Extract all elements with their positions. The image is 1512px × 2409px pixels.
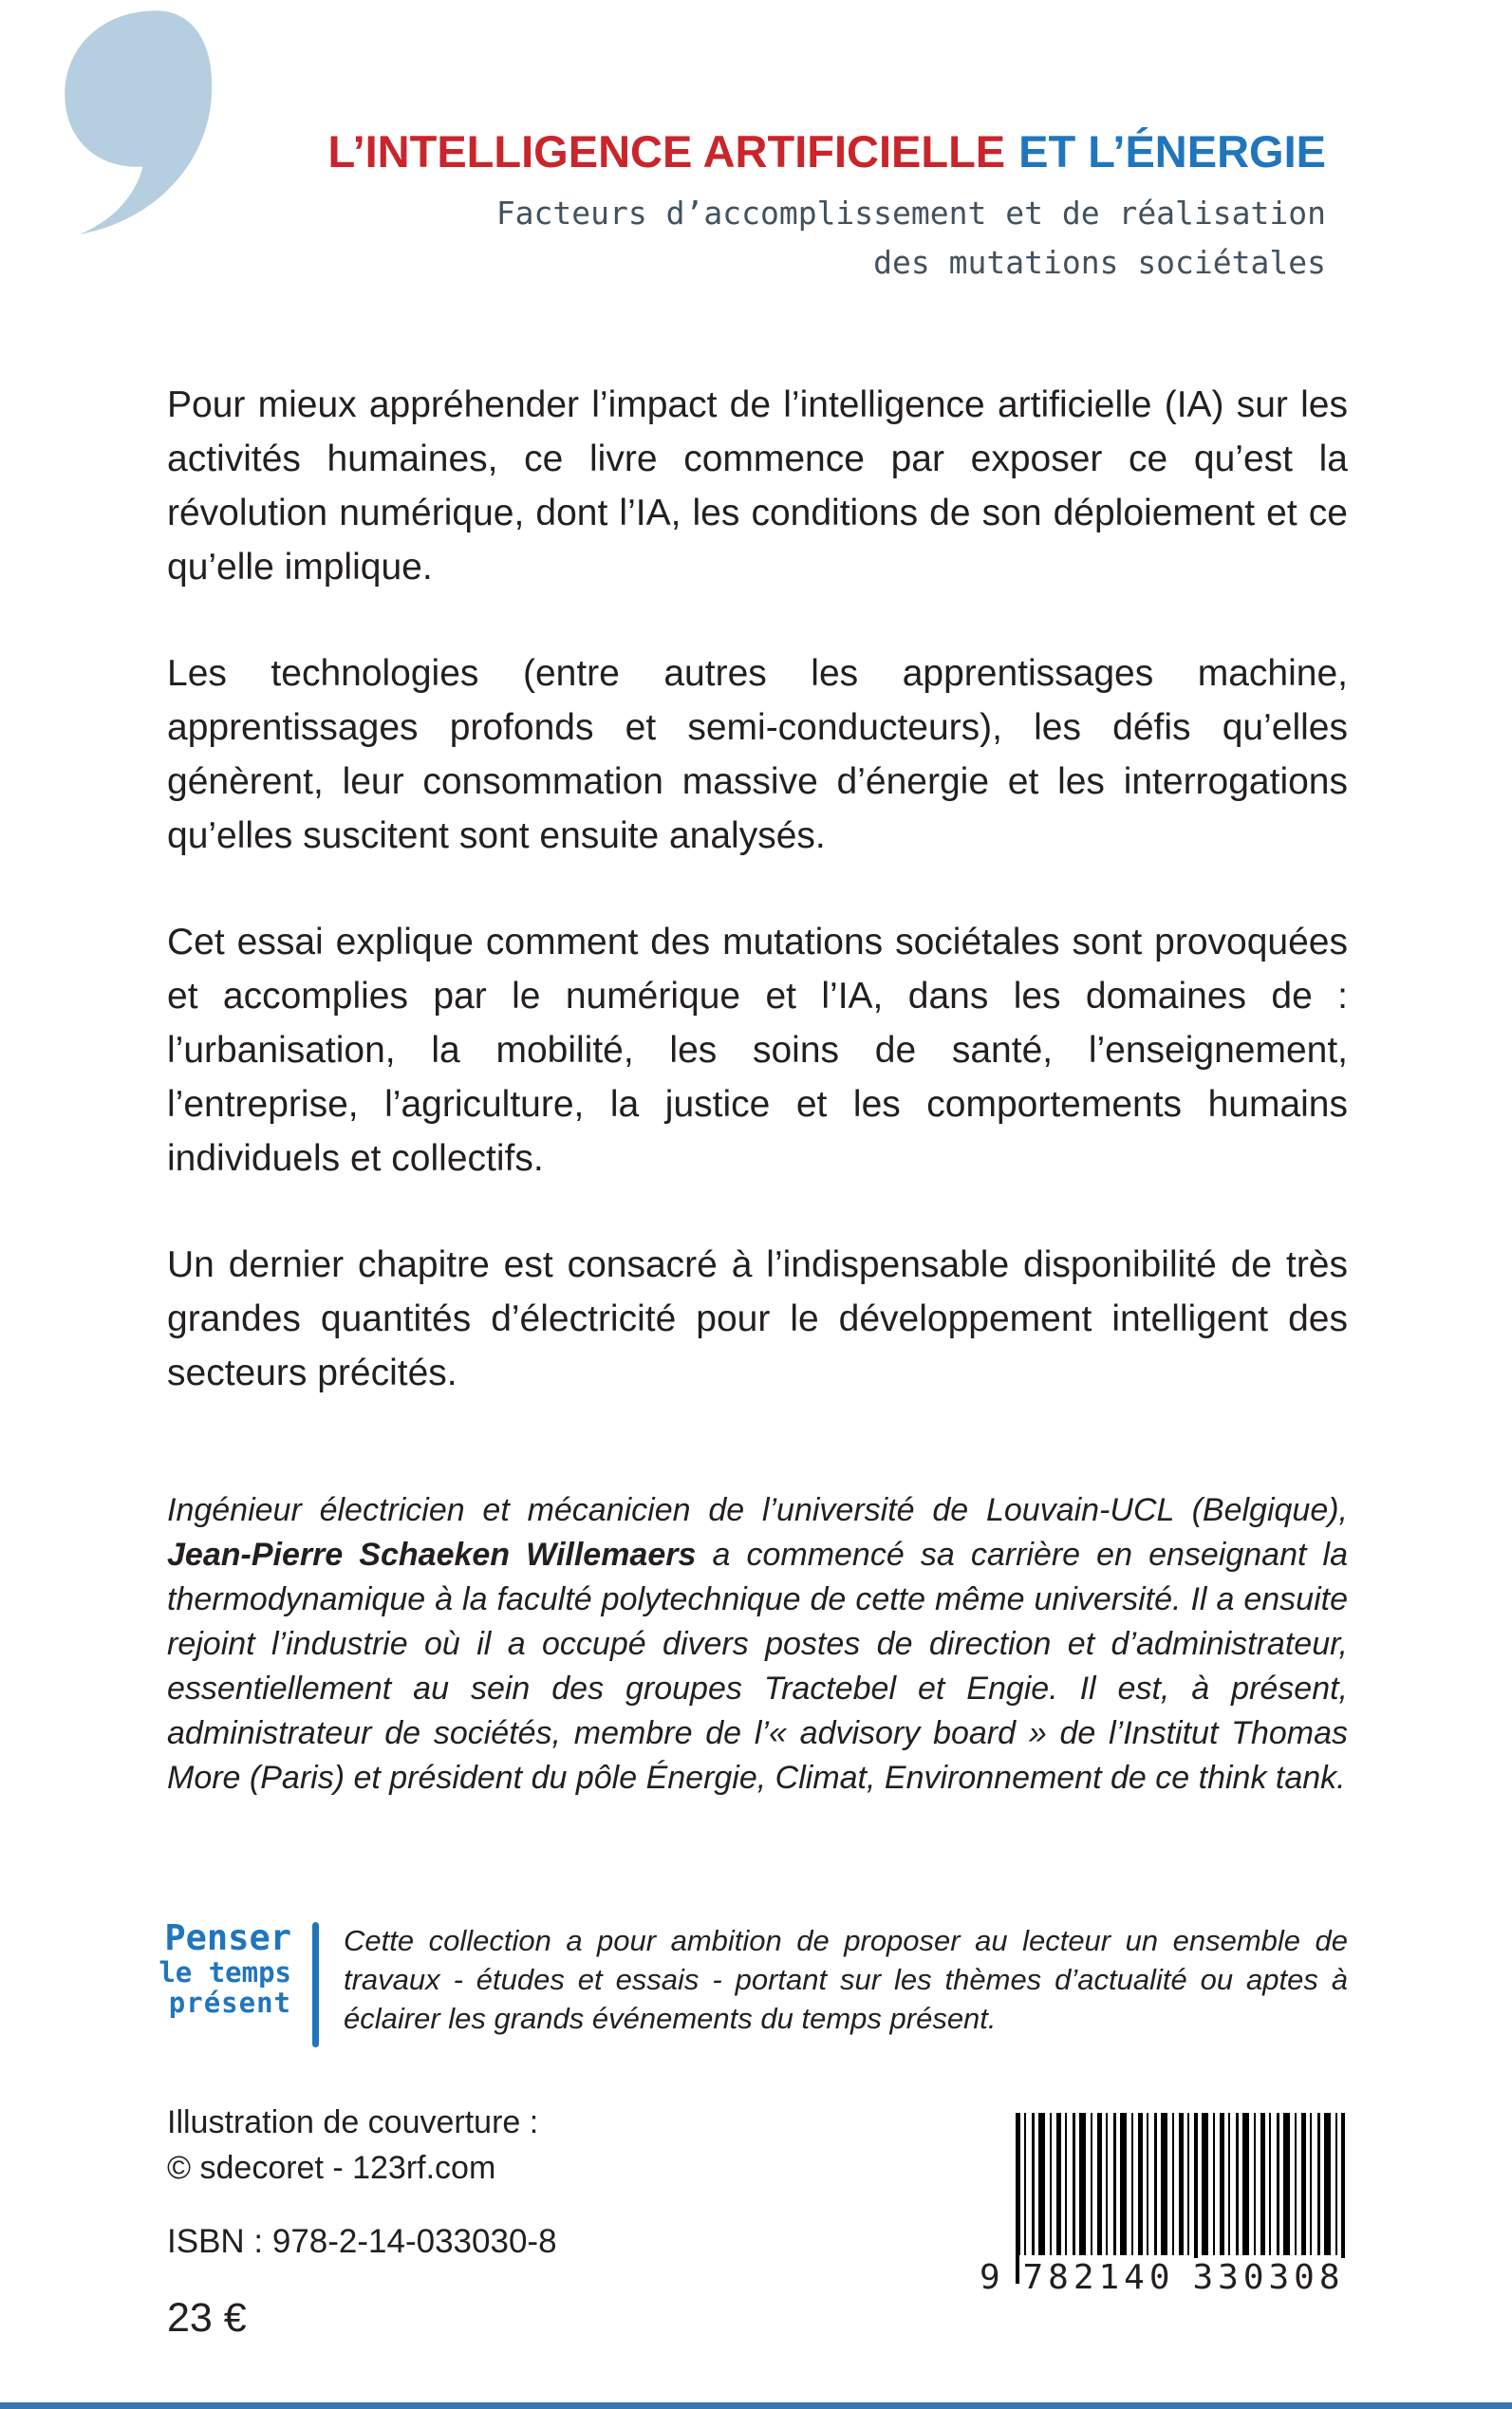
barcode-digit-first: 9 bbox=[980, 2258, 1014, 2297]
ean-barcode bbox=[980, 2113, 1353, 2297]
bottom-edge-rule bbox=[0, 2402, 1512, 2409]
barcode-digits bbox=[980, 2259, 1353, 2297]
title-block bbox=[167, 127, 1326, 288]
book-subtitle-line1: Facteurs d’accomplissement et de réalisation bbox=[495, 194, 1326, 232]
collection-logo-line1: Penser bbox=[164, 1917, 291, 1958]
synopsis-paragraph: Un dernier chapitre est consacré à l’indispensable disponibilité de très grandes quantités d’électricité pour le développement intelligent des secteurs précités. bbox=[167, 1244, 1348, 1393]
synopsis-paragraph: Cet essai explique comment des mutations sociétales sont provoquées et accomplies par le numérique et l’IA, dans les domaines de : l’urbanisation, la mobilité, les soins de santé, l’enseignement, l’entreprise, l’agriculture, la justice et les comportements humains individuels et collectifs. bbox=[167, 922, 1348, 1179]
barcode-digits-right: 330308 bbox=[1189, 2258, 1348, 2297]
synopsis-paragraph: Pour mieux appréhender l’impact de l’intelligence artificielle (IA) sur les activités humaines, ce livre commence par exposer ce qu’est la révolution numérique, dont l’IA, les conditions de son déploiement et ce qu’elle implique. bbox=[167, 384, 1348, 588]
cover-credits bbox=[167, 2100, 538, 2191]
illustration-credit: © sdecoret - 123rf.com bbox=[167, 2150, 496, 2186]
author-bio-lead: Ingénieur électricien et mécanicien de l’université de Louvain-UCL (Belgique), bbox=[167, 1492, 1348, 1528]
barcode-bars bbox=[1016, 2113, 1345, 2255]
collection-logo-line3: présent bbox=[168, 1986, 291, 2019]
collection-logo-line2: le temps bbox=[159, 1955, 291, 1989]
book-subtitle-line2: des mutations sociétales bbox=[873, 243, 1326, 281]
book-title-main: L’INTELLIGENCE ARTIFICIELLE bbox=[327, 126, 1006, 177]
author-name: Jean-Pierre Schaeken Willemaers bbox=[167, 1537, 697, 1573]
price-text: 23 € bbox=[167, 2295, 247, 2341]
collection-block bbox=[155, 1919, 1348, 2047]
author-bio-rest: a commencé sa carrière en enseignant la thermodynamique à la faculté polytechnique de cette même université. Il a ensuite rejoint l’industrie où il a occupé divers postes de direction et d’administrateur, essentiellement au sein des groupes Tractebel et Engie. Il est, à présent, administrateur de sociétés, membre de l’« advisory board » de l’Institut Thomas More (Paris) et président du pôle Énergie, Climat, Environnement de ce think tank. bbox=[167, 1537, 1348, 1796]
synopsis-paragraph: Les technologies (entre autres les apprentissages machine, apprentissages profonds et semi-conducteurs), les défis qu’elles génèrent, leur consommation massive d’énergie et les interrogations qu’elles suscitent sont ensuite analysés. bbox=[167, 653, 1348, 856]
synopsis bbox=[167, 378, 1348, 1452]
barcode-digits-left: 782140 bbox=[1019, 2258, 1178, 2297]
book-subtitle bbox=[167, 189, 1326, 288]
book-title-secondary: ET L’ÉNERGIE bbox=[1018, 126, 1326, 177]
author-bio bbox=[167, 1488, 1348, 1801]
illustration-label: Illustration de couverture : bbox=[167, 2104, 539, 2140]
book-title bbox=[167, 127, 1326, 177]
collection-logo bbox=[155, 1919, 291, 2018]
collection-divider-bar bbox=[312, 1922, 319, 2047]
isbn-text: ISBN : 978-2-14-033030-8 bbox=[167, 2223, 557, 2260]
collection-description: Cette collection a pour ambition de proposer au lecteur un ensemble de travaux - études et essais - portant sur les thèmes d’actualité ou aptes à éclairer les grands événements du temps présent. bbox=[344, 1924, 1348, 2035]
